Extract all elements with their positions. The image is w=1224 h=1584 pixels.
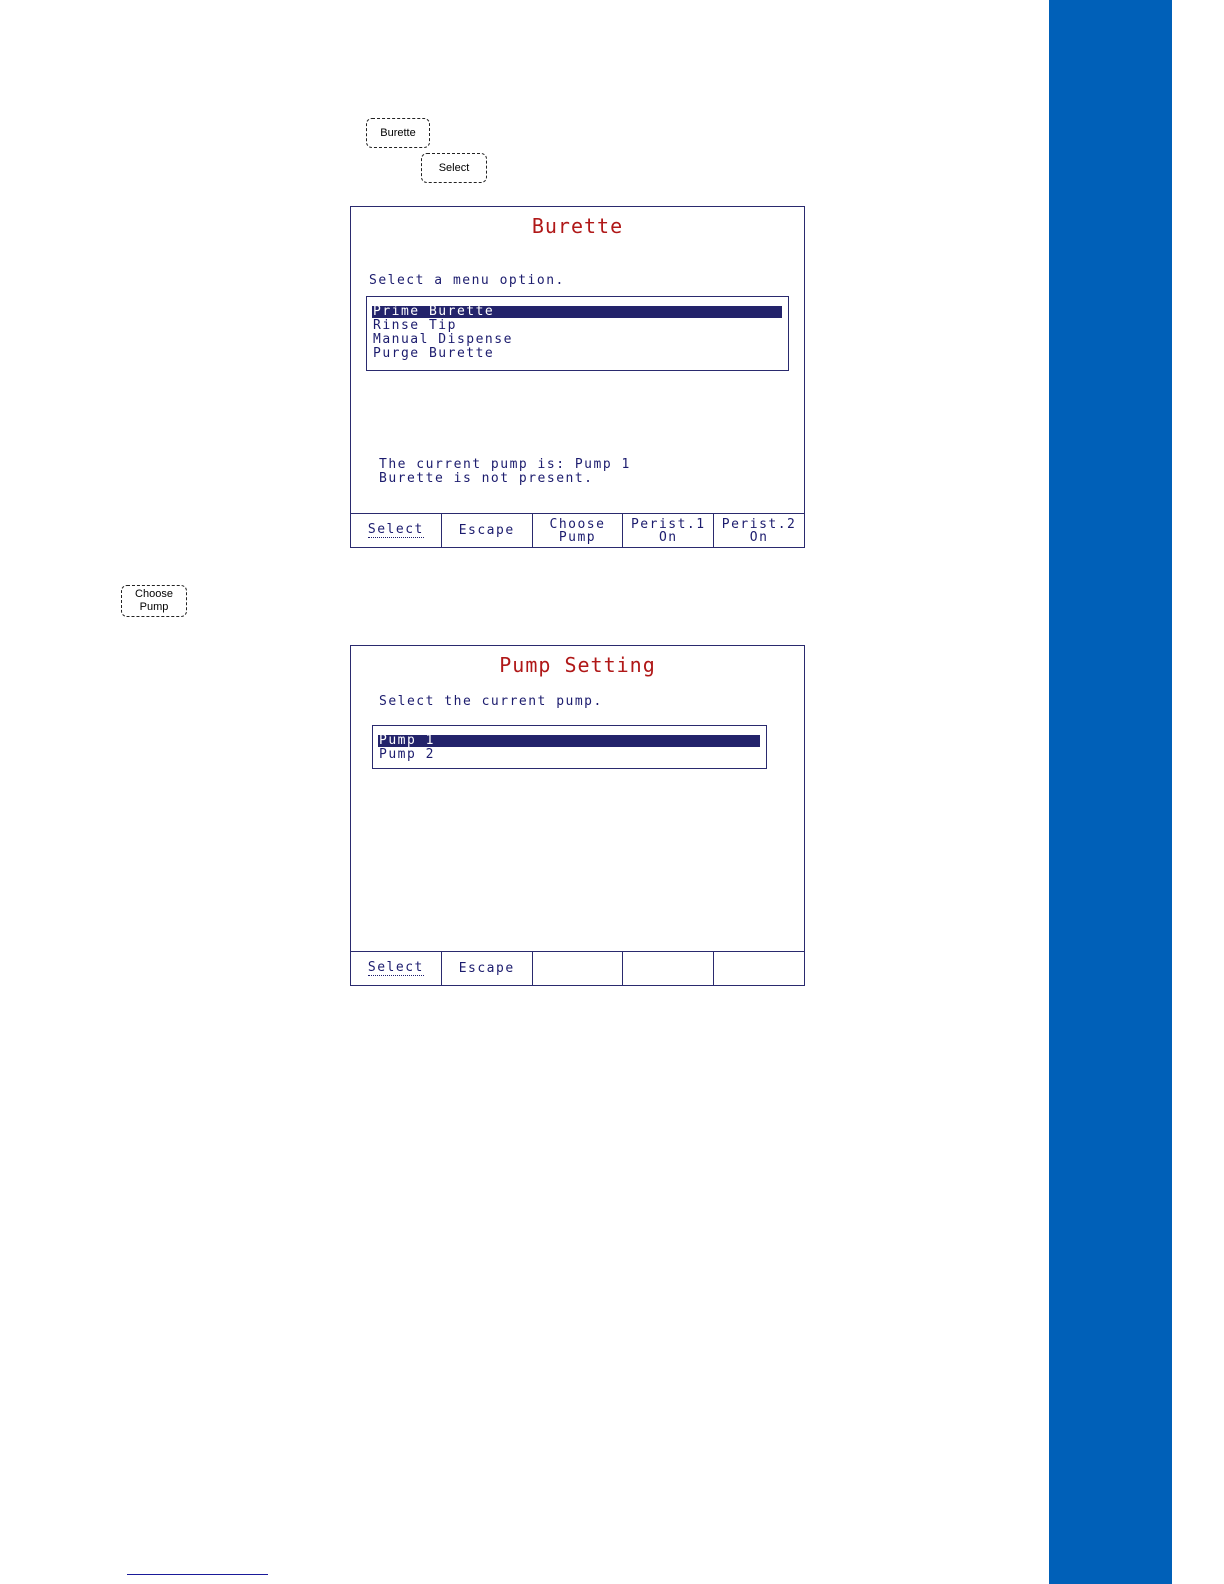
- pump-setting-screen: [350, 645, 805, 986]
- softkey-label: Escape: [458, 961, 515, 976]
- menu-item-manual-dispense[interactable]: Manual Dispense: [373, 332, 513, 347]
- choose-pump-key[interactable]: Choose Pump: [121, 585, 187, 617]
- menu-item-pump-1[interactable]: Pump 1: [378, 735, 760, 747]
- burette-key[interactable]: Burette: [366, 118, 430, 148]
- burette-screen: [350, 206, 805, 548]
- softkey-empty-4[interactable]: [623, 952, 714, 985]
- softkey-bar: [351, 513, 804, 547]
- current-pump-status: The current pump is: Pump 1: [379, 457, 631, 472]
- pump-list: [372, 725, 767, 769]
- softkey-label: Perist.1 On: [630, 516, 706, 545]
- softkey-perist2-on[interactable]: [714, 514, 804, 547]
- screen-prompt: Select a menu option.: [369, 273, 565, 288]
- softkey-escape[interactable]: [442, 952, 533, 985]
- softkey-perist1-on[interactable]: [623, 514, 714, 547]
- menu-list: [366, 296, 789, 371]
- screen-prompt: Select the current pump.: [379, 694, 603, 709]
- softkey-empty-5[interactable]: [714, 952, 804, 985]
- softkey-label: Select: [367, 960, 424, 975]
- menu-item-prime-burette[interactable]: Prime Burette: [372, 306, 782, 318]
- softkey-select[interactable]: [351, 952, 442, 985]
- softkey-label: Escape: [458, 523, 515, 538]
- screen-title: Burette: [531, 214, 624, 238]
- softkey-choose-pump[interactable]: [533, 514, 624, 547]
- screen-title: Pump Setting: [499, 653, 656, 677]
- softkey-label: Select: [367, 522, 424, 537]
- menu-item-rinse-tip[interactable]: Rinse Tip: [373, 318, 457, 333]
- softkey-label: Choose Pump: [549, 516, 606, 545]
- burette-presence-status: Burette is not present.: [379, 471, 594, 486]
- softkey-bar: [351, 951, 804, 985]
- softkey-label: Perist.2 On: [721, 516, 797, 545]
- softkey-escape[interactable]: [442, 514, 533, 547]
- side-color-bar: [1049, 0, 1172, 1584]
- softkey-empty-3[interactable]: [533, 952, 624, 985]
- menu-item-pump-2[interactable]: Pump 2: [379, 747, 435, 762]
- footer-rule: [127, 1574, 268, 1575]
- softkey-select[interactable]: [351, 514, 442, 547]
- select-key[interactable]: Select: [421, 153, 487, 183]
- menu-item-purge-burette[interactable]: Purge Burette: [373, 346, 495, 361]
